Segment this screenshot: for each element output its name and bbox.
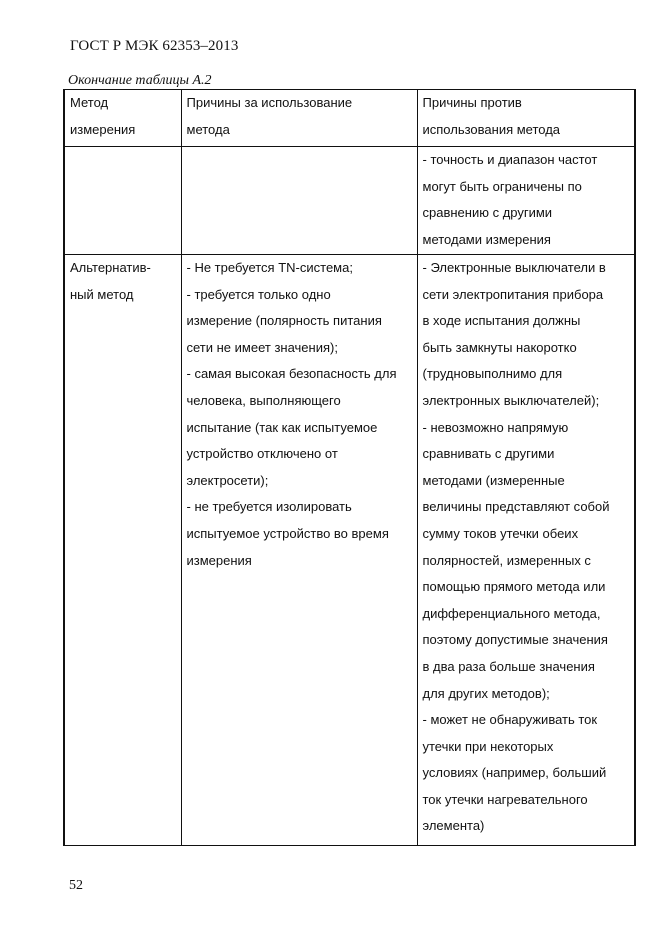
header-text: Причины против (422, 95, 522, 110)
cell-method (64, 147, 181, 255)
cell-line: ток утечки нагревательного (422, 791, 588, 807)
cell-line: поэтому допустимые значения (422, 632, 608, 648)
cell-line: дифференциального метода, (422, 605, 601, 621)
comparison-table (63, 89, 636, 846)
cell-line: величины представляют собой (422, 499, 610, 515)
cell-line: - Электронные выключатели в (422, 260, 606, 275)
cell-line: - самая высокая безопасность для (186, 366, 397, 382)
header-cell-pros (181, 90, 417, 147)
table-header-row (64, 90, 635, 147)
cell-line: - невозможно напрямую (422, 419, 569, 435)
cell-line: сравнению с другими (422, 205, 553, 221)
table-row (64, 147, 635, 255)
cell-line: измерения (186, 552, 252, 568)
cell-line: - Не требуется TN-система; (186, 260, 353, 275)
cell-line: (трудновыполнимо для (422, 366, 563, 382)
header-text: Метод (70, 95, 109, 110)
cell-line: для других методов); (422, 685, 550, 701)
cell-cons (417, 147, 635, 255)
table-row (64, 255, 635, 846)
cell-line: сумму токов утечки обеих (422, 525, 579, 541)
header-cell-cons (417, 90, 635, 147)
cell-line: полярностей, измеренных с (422, 552, 591, 568)
header-text: использования метода (422, 121, 561, 137)
cell-method (64, 255, 181, 846)
cell-line: - может не обнаруживать ток (422, 712, 598, 728)
cell-line: в ходе испытания должны (422, 313, 581, 329)
cell-line: утечки при некоторых (422, 738, 554, 754)
header-text: метода (186, 121, 230, 137)
header-text: измерения (70, 121, 136, 137)
cell-line: сравнивать с другими (422, 446, 555, 462)
cell-line: устройство отключено от (186, 446, 338, 462)
cell-line: могут быть ограничены по (422, 178, 582, 194)
table-caption: Окончание таблицы А.2 (68, 73, 212, 88)
header-text: Причины за использование (186, 95, 353, 110)
cell-line: элемента) (422, 818, 485, 834)
cell-line: - не требуется изолировать (186, 499, 352, 515)
page-number: 52 (69, 878, 83, 893)
cell-line: методами измерения (422, 231, 551, 247)
cell-line: электронных выключателей); (422, 392, 600, 408)
cell-line: электросети); (186, 472, 269, 488)
cell-line: в два раза больше значения (422, 658, 595, 674)
cell-cons (417, 255, 635, 846)
cell-line: измерение (полярность питания (186, 313, 382, 329)
cell-line: условиях (например, больший (422, 765, 607, 781)
header-cell-method (64, 90, 181, 147)
cell-line: - требуется только одно (186, 286, 331, 302)
cell-line: сети не имеет значения); (186, 339, 338, 355)
cell-line: испытуемое устройство во время (186, 525, 389, 541)
cell-line: помощью прямого метода или (422, 579, 606, 595)
cell-line: испытание (так как испытуемое (186, 419, 378, 435)
cell-line: быть замкнуты накоротко (422, 339, 577, 355)
document-header: ГОСТ Р МЭК 62353–2013 (70, 38, 239, 54)
cell-line: методами (измеренные (422, 472, 565, 488)
cell-line: сети электропитания прибора (422, 286, 604, 302)
cell-line: ный метод (70, 286, 134, 302)
cell-line: человека, выполняющего (186, 392, 341, 408)
cell-line: Альтернатив- (70, 260, 151, 275)
cell-pros (181, 255, 417, 846)
cell-line: - точность и диапазон частот (422, 152, 598, 167)
cell-pros (181, 147, 417, 255)
